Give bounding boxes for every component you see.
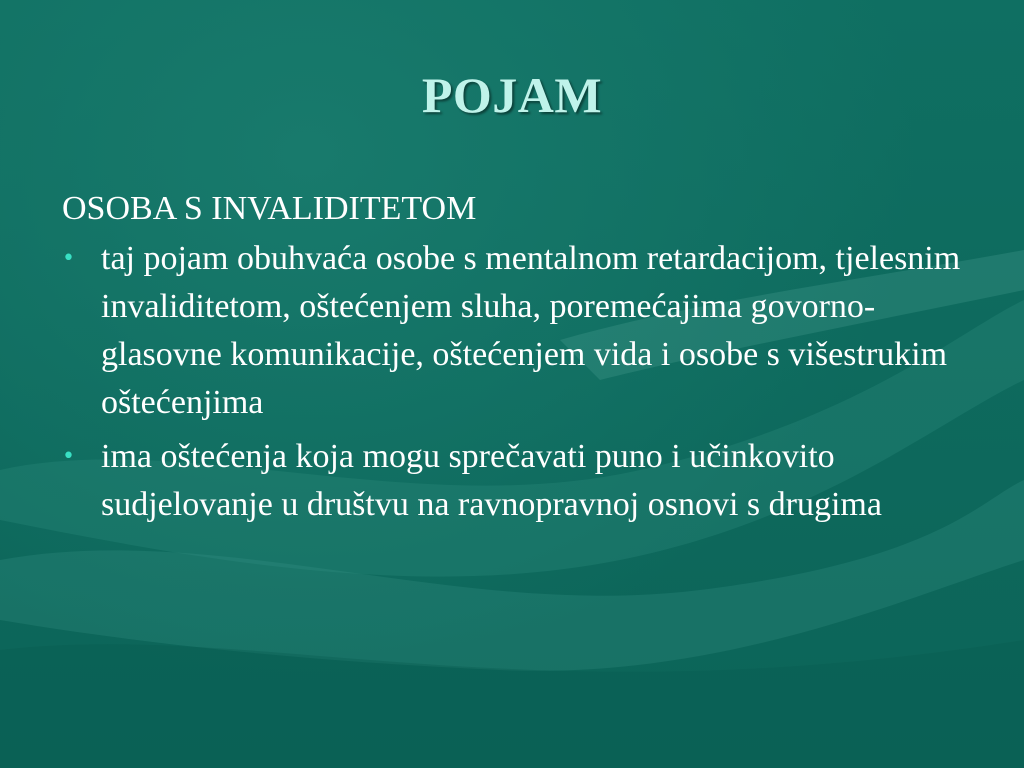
bullet-item — [62, 235, 982, 427]
slide-body — [62, 185, 982, 535]
bullet-icon: • — [62, 444, 75, 469]
subheading: OSOBA S INVALIDITETOM — [62, 190, 477, 227]
bullet-text: ima oštećenja koja mogu sprečavati puno i učinkovito sudjelovanje u društvu na ravnopravnoj osnovi s drugima — [101, 438, 882, 523]
bullet-list — [62, 235, 982, 529]
slide-title: POJAM — [421, 67, 603, 123]
bullet-item — [62, 433, 982, 529]
bullet-icon: • — [62, 246, 75, 271]
bullet-text: taj pojam obuhvaća osobe s mentalnom retardacijom, tjelesnim invaliditetom, oštećenjem sluha, poremećajima govorno-glasovne komunikacije, oštećenjem vida i osobe s višestrukim oštećenjima — [101, 240, 961, 421]
